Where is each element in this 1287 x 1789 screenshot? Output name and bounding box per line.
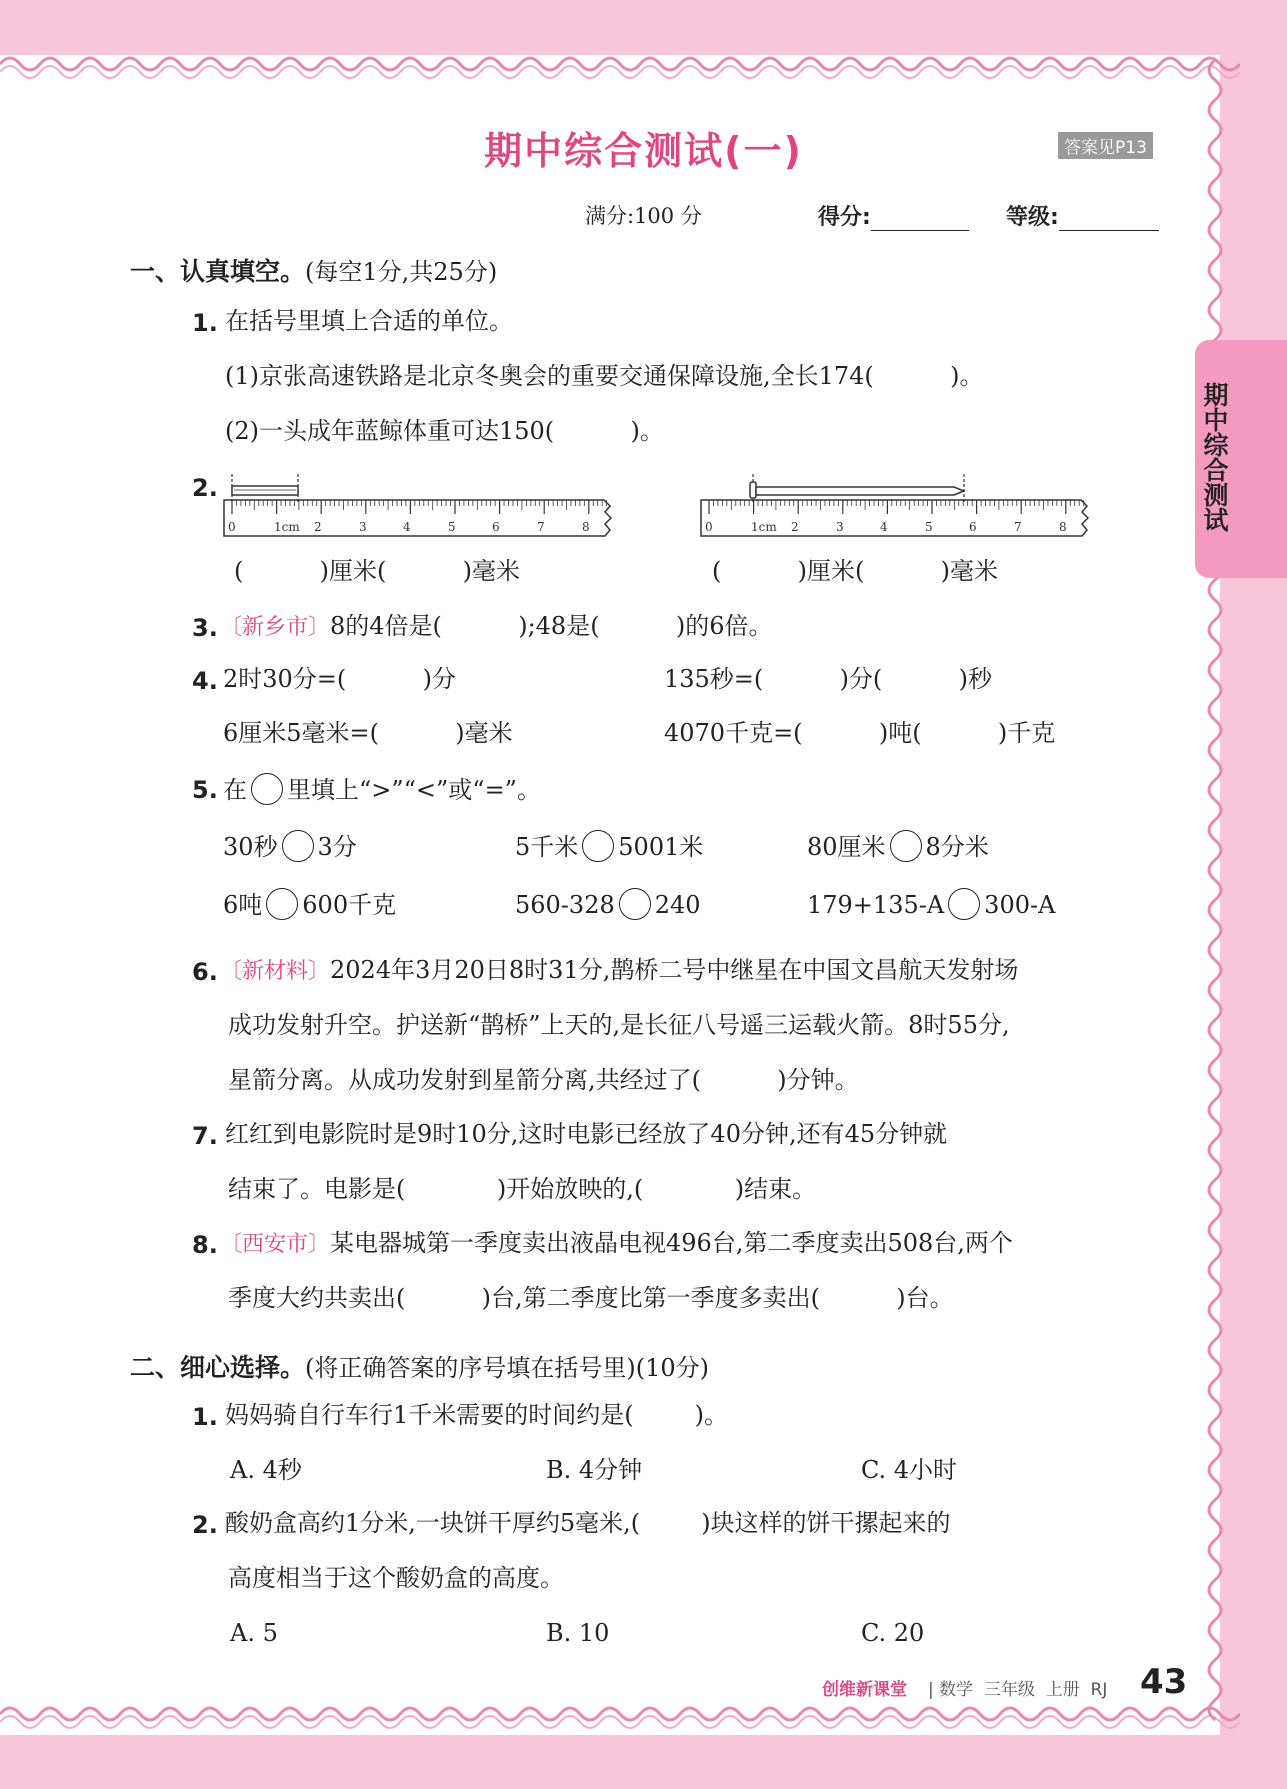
section-1-heading <box>130 252 497 288</box>
q5-item-4 <box>223 888 396 920</box>
page-number: 43 <box>1140 1662 1188 1702</box>
q5-item-2-right: 5001米 <box>618 833 704 861</box>
q1-part1: (1)京张高速铁路是北京冬奥会的重要交通保障设施,全长174( )。 <box>225 362 984 390</box>
ruler-2-label-7: 7 <box>1014 520 1022 534</box>
ruler-1-label-4: 4 <box>403 520 411 534</box>
grade-label: 等级: <box>1006 205 1059 230</box>
ruler-2 <box>699 468 1089 542</box>
q8-number: 8. <box>192 1231 218 1259</box>
ruler-1-label-7: 7 <box>537 520 545 534</box>
q5-item-1-right: 3分 <box>317 833 357 861</box>
section-1-title: 一、认真填空。 <box>130 257 306 286</box>
q6-text-1: 2024年3月20日8时31分,鹊桥二号中继星在中国文昌航天发射场 <box>330 956 1019 984</box>
ruler-1-label-0: 0 <box>228 520 236 534</box>
section-2-title: 二、细心选择。 <box>130 1353 306 1382</box>
q3-tag: 〔新乡市〕 <box>220 615 331 640</box>
q2-answer-2[interactable]: ( )厘米( )毫米 <box>712 557 999 585</box>
q5-item-3-left: 80厘米 <box>807 833 886 861</box>
q2-number: 2. <box>192 474 218 502</box>
q5-number: 5. <box>192 776 218 804</box>
section-2-note: (将正确答案的序号填在括号里)(10分) <box>305 1354 710 1382</box>
score-blank[interactable] <box>871 230 969 231</box>
ruler-1-label-3: 3 <box>359 520 367 534</box>
q1-number: 1. <box>192 309 218 337</box>
ruler-1-object <box>232 474 298 502</box>
s2-q2-option-b[interactable]: B. 10 <box>546 1619 610 1647</box>
q7-line-2[interactable]: 结束了。电影是( )开始放映的,( )结束。 <box>228 1175 817 1203</box>
s2-q1-option-c[interactable]: C. 4小时 <box>861 1456 958 1484</box>
ruler-1-label-8: 8 <box>582 520 590 534</box>
q4-item-a[interactable]: 2时30分=( )分 <box>223 665 456 693</box>
score-field[interactable] <box>818 200 969 231</box>
q5-text-post: 里填上“>”“<”或“=”。 <box>287 776 541 804</box>
q5-item-4-right: 600千克 <box>302 891 397 919</box>
q8-line-2[interactable]: 季度大约共卖出( )台,第二季度比第一季度多卖出( )台。 <box>228 1284 954 1312</box>
q6-line-3[interactable]: 星箭分离。从成功发射到星箭分离,共经过了( )分钟。 <box>228 1066 859 1094</box>
q3-number: 3. <box>192 614 218 642</box>
q5-item-6-left: 179+135-A <box>807 891 945 919</box>
q5-item-5 <box>515 888 701 920</box>
q3-line <box>220 611 772 643</box>
q4-item-d[interactable]: 4070千克=( )吨( )千克 <box>664 719 1056 747</box>
q5-text <box>223 773 541 805</box>
q5-item-2-left: 5千米 <box>515 833 579 861</box>
q8-line-1 <box>220 1228 1013 1260</box>
circle-icon <box>251 773 283 805</box>
s2-q2-option-c[interactable]: C. 20 <box>861 1619 925 1647</box>
q5-item-4-left: 6吨 <box>223 891 263 919</box>
ruler-1-label-5: 5 <box>448 520 456 534</box>
s2-q2-number: 2. <box>192 1511 218 1539</box>
q5-item-2-circle[interactable] <box>582 830 614 862</box>
side-tab-label: 期中综合测试 <box>1200 382 1229 532</box>
q7-number: 7. <box>192 1122 218 1150</box>
page-title: 期中综合测试(一) <box>484 129 803 173</box>
footer-subtitle: | 数学 三年级 上册 RJ <box>928 1680 1108 1700</box>
ruler-2-label-8: 8 <box>1059 520 1067 534</box>
q6-tag: 〔新材料〕 <box>220 959 331 984</box>
q6-line-2: 成功发射升空。护送新“鹊桥”上天的,是长征八号遥三运载火箭。8时55分, <box>228 1011 1010 1039</box>
q5-item-3-circle[interactable] <box>890 830 922 862</box>
q1-part2: (2)一头成年蓝鲸体重可达150( )。 <box>225 417 664 445</box>
q5-item-3 <box>807 830 989 862</box>
wavy-border-right <box>1195 60 1235 1730</box>
ruler-2-label-2: 2 <box>791 520 799 534</box>
ruler-2-label-1: 1cm <box>751 520 777 534</box>
q5-item-3-right: 8分米 <box>925 833 989 861</box>
s2-q1-option-a[interactable]: A. 4秒 <box>230 1456 302 1484</box>
wavy-border-bottom <box>0 1700 1240 1740</box>
q1-text: 在括号里填上合适的单位。 <box>225 307 513 335</box>
q5-item-1-left: 30秒 <box>223 833 278 861</box>
s2-q1-option-b[interactable]: B. 4分钟 <box>546 1456 643 1484</box>
ruler-1-label-2: 2 <box>314 520 322 534</box>
q5-item-1-circle[interactable] <box>282 830 314 862</box>
grade-blank[interactable] <box>1059 230 1159 231</box>
footer-brand: 创维新课堂 <box>822 1680 907 1700</box>
q5-item-6 <box>807 888 1055 920</box>
full-score-label: 满分:100 分 <box>585 204 702 228</box>
answer-reference-badge: 答案见P13 <box>1058 132 1153 159</box>
q5-item-2 <box>515 830 703 862</box>
grade-field[interactable] <box>1006 200 1159 231</box>
q5-item-6-circle[interactable] <box>948 888 980 920</box>
wavy-border-top <box>0 44 1240 84</box>
s2-q2-line-1[interactable]: 酸奶盒高约1分米,一块饼干厚约5毫米,( )块这样的饼干摞起来的 <box>225 1509 951 1537</box>
q4-item-b[interactable]: 135秒=( )分( )秒 <box>664 665 992 693</box>
ruler-1-label-1: 1cm <box>274 520 300 534</box>
s2-q1-number: 1. <box>192 1403 218 1431</box>
ruler-1-label-6: 6 <box>492 520 500 534</box>
q5-text-pre: 在 <box>223 776 247 804</box>
q5-item-5-left: 560-328 <box>515 891 615 919</box>
q8-text-1: 某电器城第一季度卖出液晶电视496台,第二季度卖出508台,两个 <box>330 1229 1013 1257</box>
q2-answer-1[interactable]: ( )厘米( )毫米 <box>234 557 521 585</box>
s2-q1-text[interactable]: 妈妈骑自行车行1千米需要的时间约是( )。 <box>225 1401 729 1429</box>
q6-number: 6. <box>192 958 218 986</box>
q6-line-1 <box>220 955 1018 987</box>
q5-item-4-circle[interactable] <box>266 888 298 920</box>
s2-q2-line-2: 高度相当于这个酸奶盒的高度。 <box>228 1564 564 1592</box>
ruler-2-label-0: 0 <box>705 520 713 534</box>
score-label: 得分: <box>818 205 871 230</box>
q3-text[interactable]: 8的4倍是( );48是( )的6倍。 <box>330 612 773 640</box>
q4-number: 4. <box>192 667 218 695</box>
q5-item-1 <box>223 830 357 862</box>
q8-tag: 〔西安市〕 <box>220 1232 331 1257</box>
ruler-2-label-6: 6 <box>969 520 977 534</box>
s2-q2-option-a[interactable]: A. 5 <box>230 1619 278 1647</box>
q7-line-1: 红红到电影院时是9时10分,这时电影已经放了40分钟,还有45分钟就 <box>225 1120 948 1148</box>
section-2-heading <box>130 1348 709 1384</box>
ruler-2-label-4: 4 <box>880 520 888 534</box>
q5-item-5-circle[interactable] <box>619 888 651 920</box>
ruler-2-label-3: 3 <box>836 520 844 534</box>
ruler-2-label-5: 5 <box>925 520 933 534</box>
q5-item-5-right: 240 <box>654 891 701 919</box>
ruler-1 <box>222 468 612 542</box>
q4-item-c[interactable]: 6厘米5毫米=( )毫米 <box>223 719 513 747</box>
q5-item-6-right: 300-A <box>984 891 1056 919</box>
ruler-2-nail <box>750 474 964 502</box>
section-1-note: (每空1分,共25分) <box>305 258 498 286</box>
